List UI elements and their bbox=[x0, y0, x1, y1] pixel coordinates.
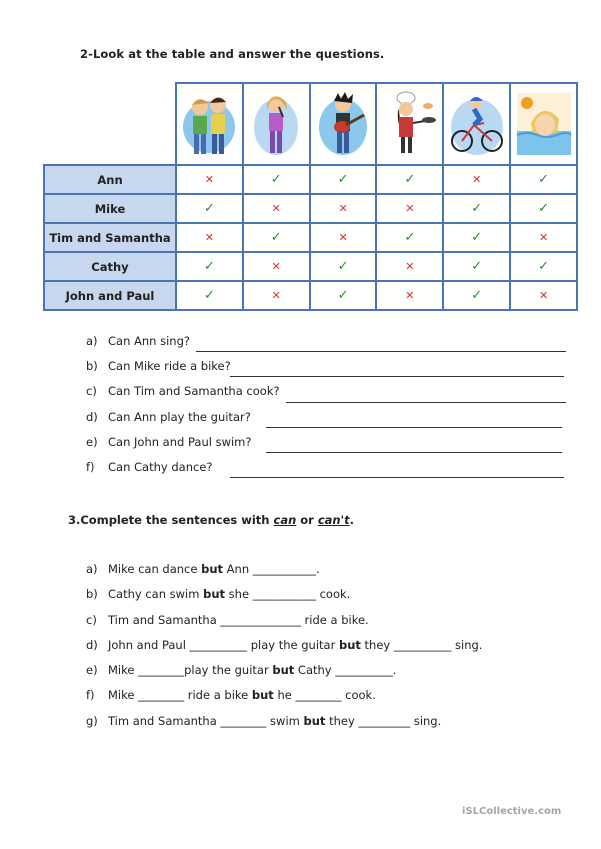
answer-line[interactable] bbox=[196, 351, 566, 352]
dance-picture-cell bbox=[176, 83, 243, 165]
sentence-but: but bbox=[272, 663, 295, 678]
word-cant: can't bbox=[317, 513, 350, 527]
sentence-but: but bbox=[201, 562, 224, 576]
question-text: Can Ann sing? bbox=[108, 334, 190, 348]
mark-cell bbox=[310, 165, 377, 194]
table-row bbox=[44, 194, 577, 223]
sentence-text: Mike can dance bbox=[108, 562, 202, 576]
guitar-picture-cell bbox=[310, 83, 377, 165]
mark-cell bbox=[376, 223, 443, 252]
mark-cell bbox=[176, 281, 243, 310]
mark-cell bbox=[443, 281, 510, 310]
section-2-title: 2-Look at the table and answer the questions. bbox=[80, 47, 385, 61]
sentence-text: Mike ________ ride a bike bbox=[108, 688, 252, 703]
sentence-item bbox=[86, 613, 576, 638]
mark-cell bbox=[376, 252, 443, 281]
cross-mark: ✕ bbox=[405, 202, 415, 215]
question-item bbox=[86, 384, 576, 409]
question-text: Can Mike ride a bike? bbox=[108, 359, 231, 374]
check-mark: ✓ bbox=[404, 230, 416, 245]
question-text: Can Cathy dance? bbox=[108, 459, 213, 474]
question-item bbox=[86, 435, 576, 460]
answer-line[interactable] bbox=[266, 452, 562, 453]
sentence-text: Tim and Samantha ______________ ride a bike. bbox=[108, 612, 369, 627]
question-item bbox=[86, 410, 576, 435]
cross-mark: ✕ bbox=[271, 289, 281, 302]
chef-cooking-icon bbox=[379, 89, 441, 159]
table-row bbox=[44, 223, 577, 252]
sentence-text: she ___________ cook. bbox=[225, 587, 351, 602]
check-mark: ✓ bbox=[203, 201, 215, 216]
title-prefix: 3.Complete the sentences with bbox=[68, 513, 274, 527]
question-label: a) bbox=[86, 334, 98, 348]
mark-cell bbox=[376, 194, 443, 223]
cyclist-bike-icon bbox=[446, 89, 508, 159]
sentence-label: d) bbox=[86, 637, 98, 652]
check-mark: ✓ bbox=[337, 288, 349, 303]
check-mark: ✓ bbox=[404, 172, 416, 187]
sentence-but: but bbox=[303, 713, 326, 728]
mark-cell bbox=[310, 252, 377, 281]
cross-mark: ✕ bbox=[271, 260, 281, 273]
question-item bbox=[86, 334, 576, 359]
sentence-item bbox=[86, 688, 576, 713]
table-row bbox=[44, 252, 577, 281]
boy-guitar-icon bbox=[312, 89, 374, 159]
check-mark: ✓ bbox=[538, 201, 550, 216]
mark-cell bbox=[510, 223, 577, 252]
sentence-text: Cathy can swim bbox=[108, 587, 204, 602]
sentence-label: f) bbox=[86, 688, 95, 703]
question-label: e) bbox=[86, 434, 98, 449]
answer-line[interactable] bbox=[266, 427, 562, 428]
sentence-label: b) bbox=[86, 587, 98, 602]
answer-line[interactable] bbox=[286, 402, 566, 403]
cross-mark: ✕ bbox=[405, 289, 415, 302]
sentence-text: they __________ sing. bbox=[360, 637, 483, 652]
girl-singing-icon bbox=[245, 89, 307, 159]
cross-mark: ✕ bbox=[204, 173, 215, 186]
section-3-title bbox=[68, 513, 354, 527]
sentence-item bbox=[86, 638, 576, 663]
question-label: b) bbox=[86, 359, 98, 374]
check-mark: ✓ bbox=[471, 230, 483, 245]
mark-cell bbox=[243, 281, 310, 310]
cross-mark: ✕ bbox=[538, 231, 549, 244]
sentences-list bbox=[86, 562, 576, 739]
question-text: Can Tim and Samantha cook? bbox=[108, 384, 280, 399]
mark-cell bbox=[376, 281, 443, 310]
sentence-text: they _________ sing. bbox=[325, 713, 442, 728]
check-mark: ✓ bbox=[538, 172, 550, 187]
sentence-text: Ann ___________. bbox=[223, 562, 320, 576]
mark-cell bbox=[443, 165, 510, 194]
sentence-label: g) bbox=[86, 713, 98, 728]
check-mark: ✓ bbox=[203, 259, 215, 274]
word-can: can bbox=[273, 513, 297, 527]
mark-cell bbox=[443, 223, 510, 252]
mark-cell bbox=[176, 165, 243, 194]
mark-cell bbox=[376, 165, 443, 194]
table-row bbox=[44, 281, 577, 310]
mark-cell bbox=[176, 223, 243, 252]
cross-mark: ✕ bbox=[338, 231, 348, 244]
cross-mark: ✕ bbox=[271, 202, 281, 215]
question-text: Can Ann play the guitar? bbox=[108, 409, 251, 424]
mark-cell bbox=[510, 165, 577, 194]
check-mark: ✓ bbox=[471, 259, 483, 274]
mark-cell bbox=[176, 252, 243, 281]
girl-swimming-icon bbox=[513, 89, 575, 159]
mark-cell bbox=[176, 194, 243, 223]
mark-cell bbox=[510, 252, 577, 281]
row-name: John and Paul bbox=[44, 281, 176, 310]
check-mark: ✓ bbox=[203, 288, 215, 303]
row-name: Ann bbox=[44, 165, 176, 194]
bike-picture-cell bbox=[443, 83, 510, 165]
mark-cell bbox=[443, 194, 510, 223]
mark-cell bbox=[443, 252, 510, 281]
check-mark: ✓ bbox=[471, 288, 483, 303]
row-name: Cathy bbox=[44, 252, 176, 281]
sentence-but: but bbox=[251, 688, 274, 703]
sentence-item bbox=[86, 562, 576, 587]
check-mark: ✓ bbox=[270, 172, 282, 187]
mark-cell bbox=[243, 194, 310, 223]
check-mark: ✓ bbox=[471, 201, 483, 216]
mark-cell bbox=[310, 281, 377, 310]
friends-hugging-icon bbox=[178, 89, 240, 159]
sentence-label: a) bbox=[86, 562, 98, 576]
question-label: d) bbox=[86, 409, 98, 424]
sing-picture-cell bbox=[243, 83, 310, 165]
question-label: c) bbox=[86, 384, 97, 399]
sentence-but: but bbox=[203, 587, 226, 602]
question-item bbox=[86, 359, 576, 384]
sentence-label: e) bbox=[86, 663, 98, 678]
answer-line[interactable] bbox=[230, 376, 564, 377]
sentence-text: Mike ________play the guitar bbox=[108, 663, 273, 678]
sentence-item bbox=[86, 663, 576, 688]
question-text: Can John and Paul swim? bbox=[108, 434, 252, 449]
title-suffix: . bbox=[349, 513, 355, 527]
picture-row bbox=[44, 83, 577, 165]
check-mark: ✓ bbox=[270, 230, 282, 245]
mark-cell bbox=[243, 223, 310, 252]
cross-mark: ✕ bbox=[338, 202, 348, 215]
row-name: Mike bbox=[44, 194, 176, 223]
sentence-text: he ________ cook. bbox=[273, 688, 376, 703]
sentence-text: Cathy __________. bbox=[294, 663, 397, 678]
word-or: or bbox=[296, 513, 318, 527]
mark-cell bbox=[243, 252, 310, 281]
mark-cell bbox=[510, 194, 577, 223]
sentence-text: Tim and Samantha ________ swim bbox=[108, 713, 304, 728]
cross-mark: ✕ bbox=[538, 289, 549, 302]
mark-cell bbox=[310, 223, 377, 252]
check-mark: ✓ bbox=[337, 172, 349, 187]
row-name: Tim and Samantha bbox=[44, 223, 176, 252]
cross-mark: ✕ bbox=[204, 231, 215, 244]
question-label: f) bbox=[86, 459, 95, 474]
mark-cell bbox=[310, 194, 377, 223]
watermark: iSLCollective.com bbox=[462, 806, 562, 817]
check-mark: ✓ bbox=[538, 259, 550, 274]
check-mark: ✓ bbox=[337, 259, 349, 274]
sentence-but: but bbox=[338, 637, 361, 652]
sentence-text: John and Paul __________ play the guitar bbox=[108, 637, 339, 652]
swim-picture-cell bbox=[510, 83, 577, 165]
cross-mark: ✕ bbox=[472, 173, 482, 186]
cross-mark: ✕ bbox=[405, 260, 415, 273]
answer-line[interactable] bbox=[230, 477, 564, 478]
sentence-label: c) bbox=[86, 612, 97, 627]
cook-picture-cell bbox=[376, 83, 443, 165]
mark-cell bbox=[243, 165, 310, 194]
questions-list bbox=[86, 334, 576, 485]
question-item bbox=[86, 460, 576, 485]
table-row bbox=[44, 165, 577, 194]
sentence-item bbox=[86, 714, 576, 739]
mark-cell bbox=[510, 281, 577, 310]
sentence-item bbox=[86, 587, 576, 612]
ability-table bbox=[43, 82, 578, 311]
